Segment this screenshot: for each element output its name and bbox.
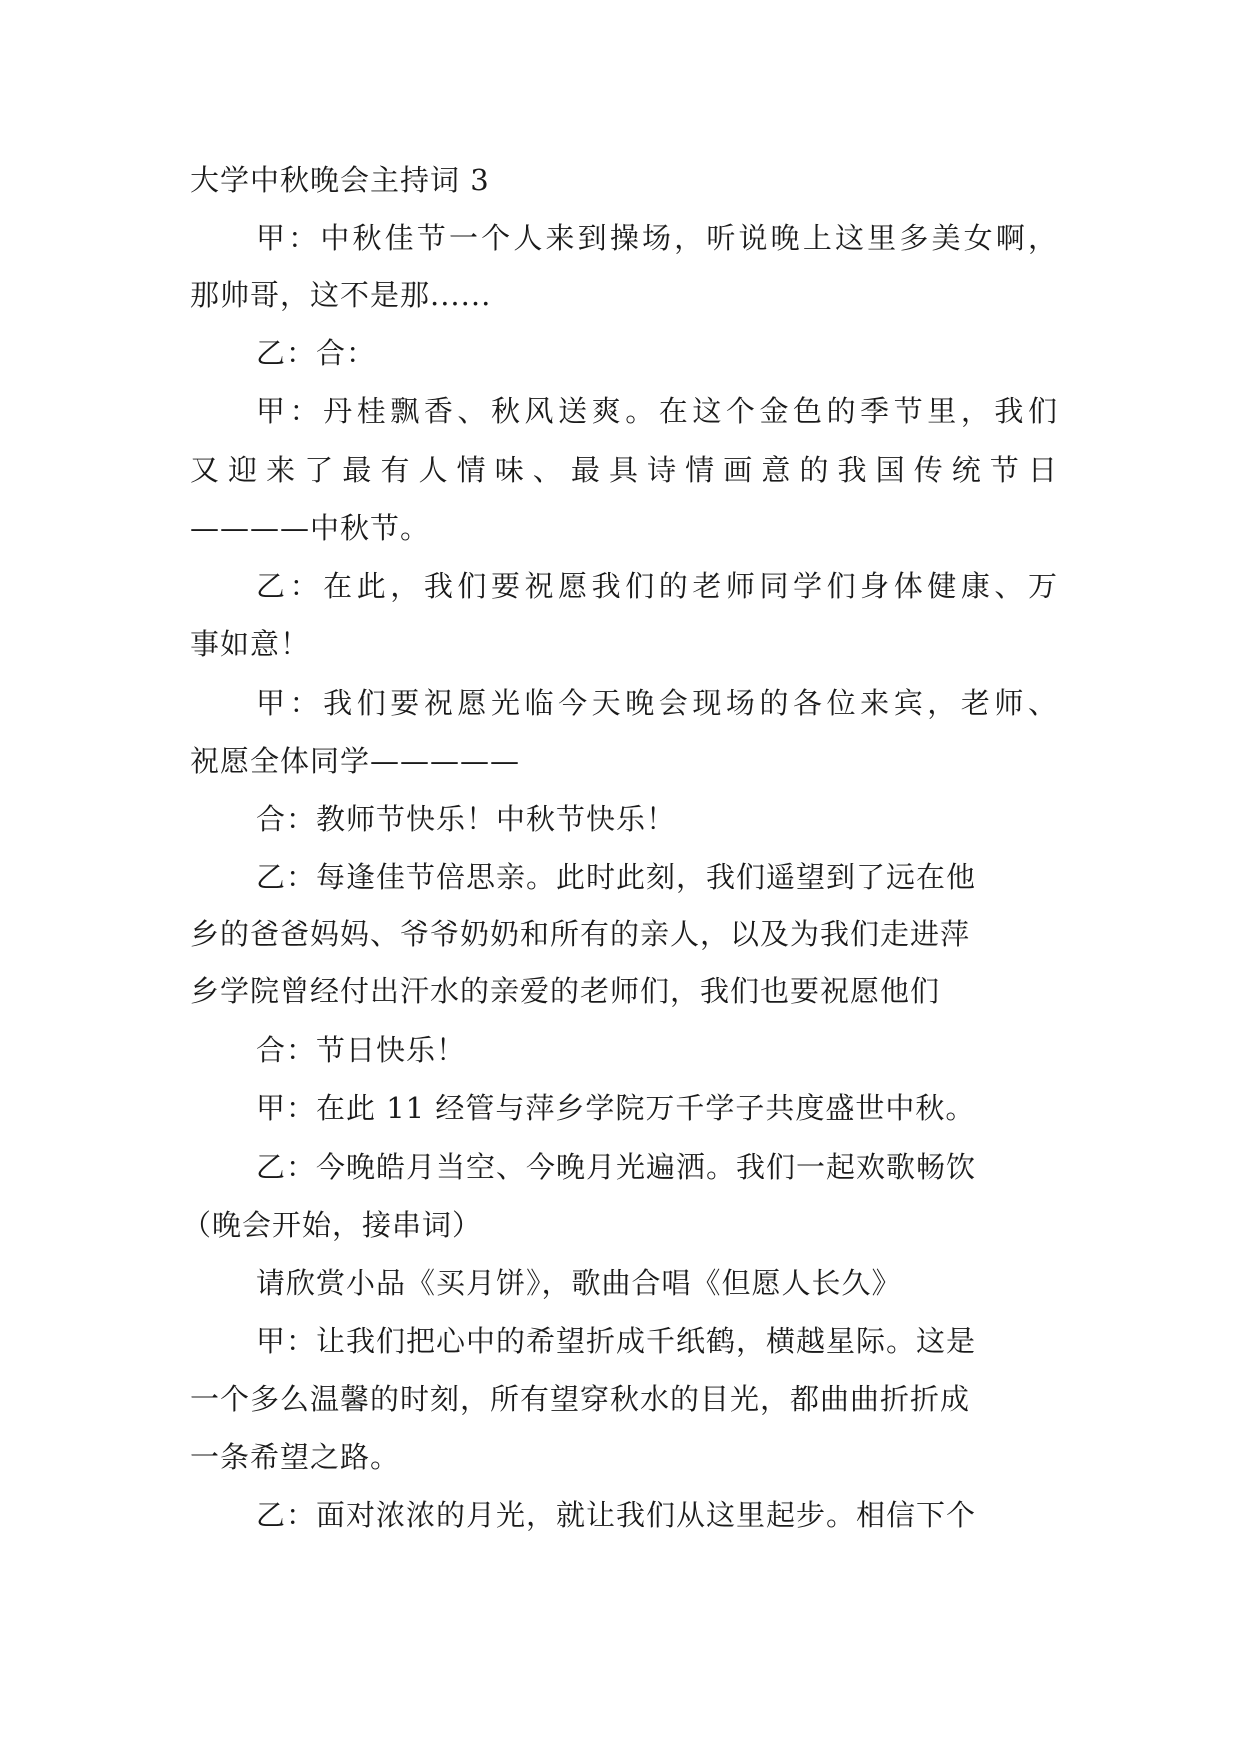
paragraph-line: 甲：丹桂飘香、秋风送爽。在这个金色的季节里，我们: [256, 394, 1058, 428]
paragraph-line: 乙：在此，我们要祝愿我们的老师同学们身体健康、万: [256, 569, 1058, 603]
paragraph-line: 一条希望之路。: [190, 1440, 401, 1474]
paragraph-line: 又迎来了最有人情味、最具诗情画意的我国传统节日: [190, 453, 1058, 487]
paragraph-line: ————中秋节。: [190, 511, 431, 545]
document-title: 大学中秋晚会主持词 3: [190, 163, 490, 197]
paragraph-line: 乡的爸爸妈妈、爷爷奶奶和所有的亲人，以及为我们走进萍: [190, 917, 971, 951]
paragraph-line: 请欣赏小品《买月饼》，歌曲合唱《但愿人长久》: [256, 1266, 902, 1300]
paragraph-line: 合：节日快乐！: [256, 1033, 467, 1067]
paragraph-line: 乡学院曾经付出汗水的亲爱的老师们，我们也要祝愿他们: [190, 974, 941, 1008]
paragraph-line: 事如意！: [190, 627, 311, 661]
paragraph-line: 乙：面对浓浓的月光，就让我们从这里起步。相信下个: [256, 1498, 977, 1532]
paragraph-line: 乙：今晚皓月当空、今晚月光遍洒。我们一起欢歌畅饮: [256, 1150, 977, 1184]
paragraph-line: 甲：我们要祝愿光临今天晚会现场的各位来宾，老师、: [256, 686, 1058, 720]
paragraph-line: 甲：中秋佳节一个人来到操场，听说晚上这里多美女啊，: [256, 221, 1058, 255]
paragraph-line: 合：教师节快乐！中秋节快乐！: [256, 802, 677, 836]
paragraph-line: 乙：合：: [256, 336, 377, 370]
paragraph-line: 一个多么温馨的时刻，所有望穿秋水的目光，都曲曲折折成: [190, 1382, 971, 1416]
paragraph-line: 祝愿全体同学—————: [190, 744, 521, 778]
paragraph-line: （晚会开始，接串词）: [182, 1208, 483, 1242]
paragraph-line: 那帅哥，这不是那......: [190, 278, 492, 312]
paragraph-line: 甲：在此 11 经管与萍乡学院万千学子共度盛世中秋。: [256, 1091, 976, 1125]
paragraph-line: 乙：每逢佳节倍思亲。此时此刻，我们遥望到了远在他: [256, 860, 977, 894]
paragraph-line: 甲：让我们把心中的希望折成千纸鹤，横越星际。这是: [256, 1324, 977, 1358]
